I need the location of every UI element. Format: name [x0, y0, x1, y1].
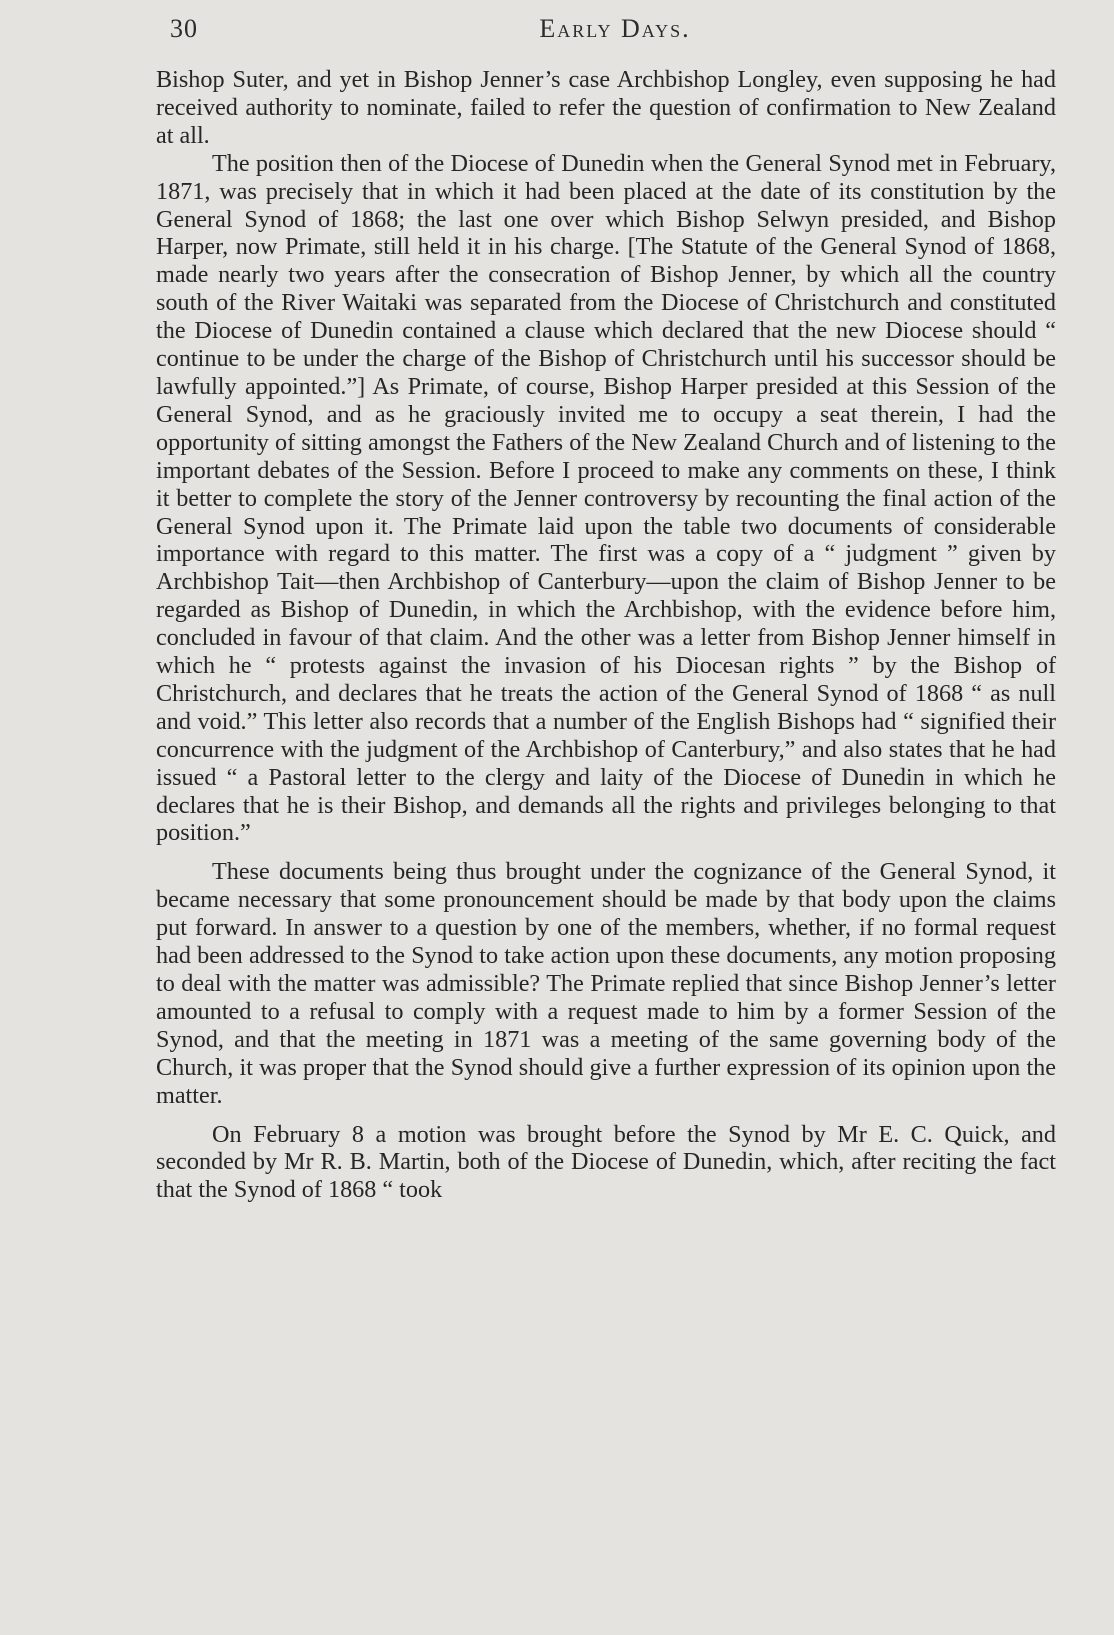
running-head: Early Days. — [539, 14, 691, 43]
paragraph-february-motion: On February 8 a motion was brought before the Synod by Mr E. C. Quick, and seconded by Mr R. B. Martin, both of the Diocese of Dunedin, which, after reciting the fact that the Synod of 1868 “ took — [156, 1120, 1056, 1204]
paragraph-documents-cognizance: These documents being thus brought under the cognizance of the General Synod, it became necessary that some pronouncement should be made by that body upon the claims put forward. In answer to a question by one of the members, whether, if no formal request had been addressed to the Synod to take action upon these documents, any motion proposing to deal with the matter was admissible? The Primate replied that since Bishop Jenner’s letter amounted to a refusal to comply with a request made to him by a former Session of the Synod, and that the meeting in 1871 was a meeting of the same governing body of the Church, it was proper that the Synod should give a further expression of its opinion upon the matter. — [156, 858, 1056, 1109]
paragraph-synod-position: The position then of the Diocese of Dunedin when the General Synod met in February, 1871, was precisely that in which it had been placed at the date of its constitution by the General Synod of 1868; the last one over which Bishop Selwyn presided, and Bishop Harper, now Primate, still held it in his charge. [The Statute of the General Synod of 1868, made nearly two years after the consecration of Bishop Jenner, by which all the country south of the River Waitaki was separated from the Diocese of Christchurch and constituted the Diocese of Dunedin contained a clause which declared that the new Diocese should “ continue to be under the charge of the Bishop of Christchurch until his successor should be lawfully appointed.”] As Primate, of course, Bishop Harper presided at this Session of the General Synod, and as he graciously invited me to occupy a seat therein, I had the opportunity of sitting amongst the Fathers of the New Zealand Church and of listening to the important debates of the Session. Before I proceed to make any comments on these, I think it better to complete the story of the Jenner controversy by recounting the final action of the General Synod upon it. The Primate laid upon the table two documents of considerable importance with regard to this matter. The first was a copy of a “ judgment ” given by Archbishop Tait—then Archbishop of Canterbury—upon the claim of Bishop Jenner to be regarded as Bishop of Dunedin, in which the Archbishop, with the evidence before him, concluded in favour of that claim. And the other was a letter from Bishop Jenner himself in which he “ protests against the invasion of his Diocesan rights ” by the Bishop of Christchurch, and declares that he treats the action of the General Synod of 1868 “ as null and void.” This letter also records that a number of the English Bishops had “ signified their concurrence with the judgment of the Archbishop of Canterbury,” and also states that he had issued “ a Pastoral letter to the clergy and laity of the Diocese of Dunedin in which he declares that he is their Bishop, and demands all the rights and privileges belonging to that position.” — [156, 149, 1056, 847]
page-header — [170, 14, 1060, 50]
paragraph-continuation: Bishop Suter, and yet in Bishop Jenner’s case Archbishop Longley, even supposing he had received authority to nominate, failed to refer the question of confirmation to New Zealand at all. — [156, 66, 1056, 149]
page-number: 30 — [170, 14, 198, 43]
body-text — [156, 66, 1056, 1204]
